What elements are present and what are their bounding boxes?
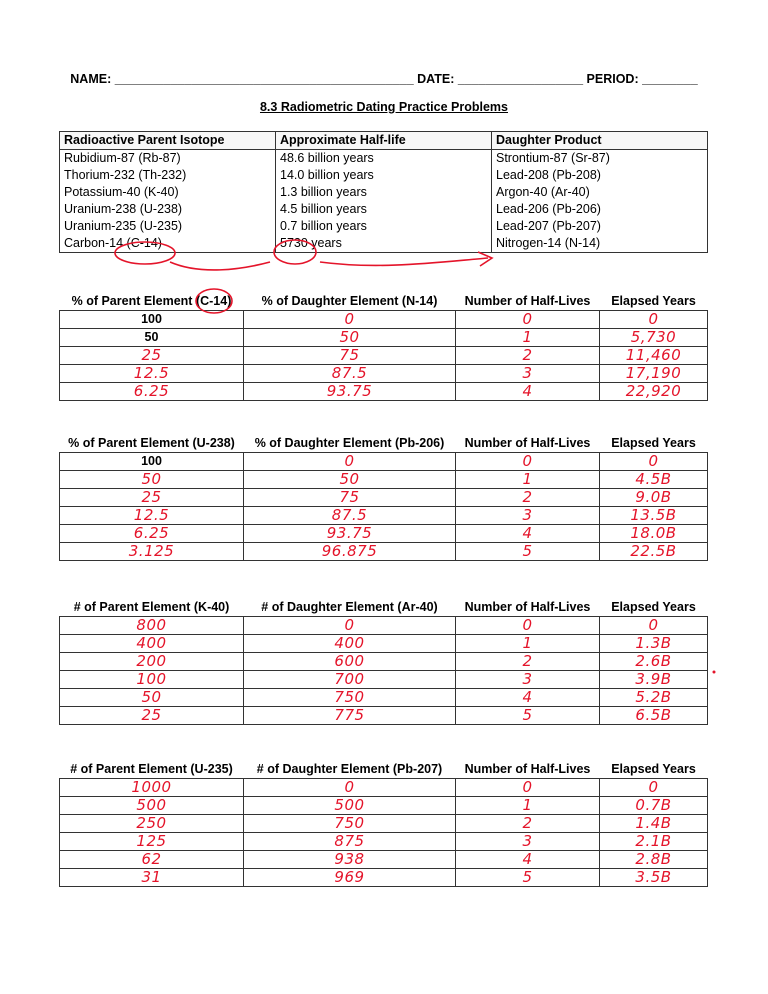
table-row [60, 851, 708, 869]
half-life-column-header: % of Daughter Element (N-14) [261, 294, 438, 308]
handwritten-answer-cell[interactable]: 75 [244, 347, 456, 365]
date-label: DATE: [417, 72, 455, 86]
handwritten-answer-cell[interactable]: 2 [456, 653, 600, 671]
handwritten-answer-cell[interactable]: 5.2B [600, 689, 708, 707]
handwritten-answer-cell[interactable]: 0 [244, 311, 456, 329]
handwritten-answer-cell[interactable]: 800 [60, 617, 244, 635]
handwritten-answer-cell[interactable]: 3.125 [60, 543, 244, 561]
handwritten-answer-cell[interactable]: 0 [456, 311, 600, 329]
half-life-column-header: # of Daughter Element (Pb-207) [256, 762, 443, 776]
handwritten-answer-cell[interactable]: 0 [456, 453, 600, 471]
half-life-column-header: Elapsed Years [611, 436, 696, 450]
handwritten-answer-cell[interactable]: 93.75 [244, 525, 456, 543]
handwritten-answer-cell[interactable]: 750 [244, 689, 456, 707]
handwritten-answer-cell[interactable]: 125 [60, 833, 244, 851]
handwritten-answer-cell[interactable]: 0 [600, 453, 708, 471]
table-row [60, 453, 708, 471]
handwritten-answer-cell[interactable]: 0 [600, 617, 708, 635]
handwritten-answer-cell[interactable]: 11,460 [600, 347, 708, 365]
handwritten-answer-cell[interactable]: 0 [244, 779, 456, 797]
u238-table [59, 435, 708, 561]
handwritten-answer-cell[interactable]: 25 [60, 489, 244, 507]
handwritten-answer-cell[interactable]: 3 [456, 365, 600, 383]
isotope-cell: Carbon-14 (C-14) [60, 235, 276, 253]
handwritten-answer-cell[interactable]: 400 [60, 635, 244, 653]
handwritten-answer-cell[interactable]: 93.75 [244, 383, 456, 401]
handwritten-answer-cell[interactable]: 400 [244, 635, 456, 653]
printed-value-cell: 100 [60, 453, 244, 471]
table-row [60, 815, 708, 833]
handwritten-answer-cell[interactable]: 25 [60, 707, 244, 725]
isotope-cell: 4.5 billion years [276, 201, 492, 218]
isotope-header-row [60, 132, 708, 150]
handwritten-answer-cell[interactable]: 4 [456, 525, 600, 543]
handwritten-answer-cell[interactable]: 100 [60, 671, 244, 689]
table-row [60, 833, 708, 851]
handwritten-answer-cell[interactable]: 3 [456, 507, 600, 525]
table-row [60, 689, 708, 707]
name-label: NAME: [70, 72, 112, 86]
isotope-cell: Strontium-87 (Sr-87) [492, 150, 708, 168]
handwritten-answer-cell[interactable]: 12.5 [60, 507, 244, 525]
isotope-row [60, 184, 708, 201]
handwritten-answer-cell[interactable]: 0 [244, 617, 456, 635]
half-life-column-header: Elapsed Years [611, 762, 696, 776]
table-row [60, 311, 708, 329]
handwritten-answer-cell[interactable]: 200 [60, 653, 244, 671]
handwritten-answer-cell[interactable]: 2.8B [600, 851, 708, 869]
handwritten-answer-cell[interactable]: 3 [456, 833, 600, 851]
student-info-header [0, 72, 768, 86]
isotope-cell: Rubidium-87 (Rb-87) [60, 150, 276, 168]
half-life-column-header: % of Parent Element (U-238) [68, 436, 235, 450]
handwritten-answer-cell[interactable]: 5,730 [600, 329, 708, 347]
handwritten-answer-cell[interactable]: 938 [244, 851, 456, 869]
table-row [60, 489, 708, 507]
half-life-header-row [60, 599, 708, 617]
handwritten-answer-cell[interactable]: 75 [244, 489, 456, 507]
handwritten-answer-cell[interactable]: 875 [244, 833, 456, 851]
handwritten-answer-cell[interactable]: 2 [456, 347, 600, 365]
handwritten-answer-cell[interactable]: 12.5 [60, 365, 244, 383]
handwritten-answer-cell[interactable]: 6.25 [60, 383, 244, 401]
handwritten-answer-cell[interactable]: 1 [456, 797, 600, 815]
handwritten-answer-cell[interactable]: 87.5 [244, 507, 456, 525]
c14-table [59, 293, 708, 401]
table-row [60, 507, 708, 525]
half-life-column-header: Number of Half-Lives [464, 436, 591, 450]
printed-value-cell: 100 [60, 311, 244, 329]
half-life-column-header: # of Parent Element (U-235) [70, 762, 233, 776]
stray-dot-mark [713, 671, 716, 674]
handwritten-answer-cell[interactable]: 1 [456, 329, 600, 347]
name-line[interactable]: ___________________________________________ [114, 72, 414, 86]
handwritten-answer-cell[interactable]: 4 [456, 851, 600, 869]
handwritten-answer-cell[interactable]: 0.7B [600, 797, 708, 815]
handwritten-answer-cell[interactable]: 6.5B [600, 707, 708, 725]
handwritten-answer-cell[interactable]: 600 [244, 653, 456, 671]
handwritten-answer-cell[interactable]: 25 [60, 347, 244, 365]
handwritten-answer-cell[interactable]: 50 [60, 471, 244, 489]
half-life-column-header: # of Parent Element (K-40) [73, 600, 230, 614]
table-row [60, 471, 708, 489]
date-line[interactable]: __________________ [457, 72, 584, 86]
half-life-column-header: % of Daughter Element (Pb-206) [254, 436, 445, 450]
handwritten-answer-cell[interactable]: 2 [456, 489, 600, 507]
handwritten-answer-cell[interactable]: 1000 [60, 779, 244, 797]
handwritten-answer-cell[interactable]: 50 [244, 471, 456, 489]
handwritten-answer-cell[interactable]: 0 [244, 453, 456, 471]
isotope-reference-table [59, 131, 708, 253]
half-life-column-header: Number of Half-Lives [464, 600, 591, 614]
isotope-cell: 48.6 billion years [276, 150, 492, 168]
handwritten-answer-cell[interactable]: 700 [244, 671, 456, 689]
page-title: 8.3 Radiometric Dating Practice Problems [259, 100, 508, 114]
isotope-cell: Nitrogen-14 (N-14) [492, 235, 708, 253]
handwritten-answer-cell[interactable]: 2 [456, 815, 600, 833]
handwritten-answer-cell[interactable]: 4 [456, 383, 600, 401]
table-row [60, 365, 708, 383]
handwritten-answer-cell[interactable]: 5 [456, 707, 600, 725]
isotope-cell: Potassium-40 (K-40) [60, 184, 276, 201]
handwritten-answer-cell[interactable]: 62 [60, 851, 244, 869]
handwritten-answer-cell[interactable]: 0 [600, 779, 708, 797]
table-row [60, 635, 708, 653]
isotope-cell: Lead-206 (Pb-206) [492, 201, 708, 218]
handwritten-answer-cell[interactable]: 3.5B [600, 869, 708, 887]
handwritten-answer-cell[interactable]: 1.3B [600, 635, 708, 653]
handwritten-answer-cell[interactable]: 1.4B [600, 815, 708, 833]
handwritten-answer-cell[interactable]: 775 [244, 707, 456, 725]
table-row [60, 797, 708, 815]
handwritten-answer-cell[interactable]: 969 [244, 869, 456, 887]
handwritten-answer-cell[interactable]: 3.9B [600, 671, 708, 689]
handwritten-answer-cell[interactable]: 2.1B [600, 833, 708, 851]
handwritten-answer-cell[interactable]: 50 [244, 329, 456, 347]
handwritten-answer-cell[interactable]: 22,920 [600, 383, 708, 401]
isotope-cell: Lead-207 (Pb-207) [492, 218, 708, 235]
half-life-column-header: Elapsed Years [611, 294, 696, 308]
isotope-column-header: Daughter Product [492, 132, 708, 150]
half-life-column-header: Number of Half-Lives [464, 762, 591, 776]
isotope-cell: Thorium-232 (Th-232) [60, 167, 276, 184]
printed-value-cell: 50 [60, 329, 244, 347]
handwritten-answer-cell[interactable]: 96.875 [244, 543, 456, 561]
k40-table [59, 599, 708, 725]
table-row [60, 779, 708, 797]
handwritten-answer-cell[interactable]: 50 [60, 689, 244, 707]
table-row [60, 707, 708, 725]
isotope-column-header: Radioactive Parent Isotope [60, 132, 276, 150]
handwritten-answer-cell[interactable]: 4.5B [600, 471, 708, 489]
handwritten-answer-cell[interactable]: 13.5B [600, 507, 708, 525]
handwritten-answer-cell[interactable]: 750 [244, 815, 456, 833]
half-life-column-header: % of Parent Element (C-14) [71, 294, 232, 308]
isotope-row [60, 167, 708, 184]
isotope-cell: Uranium-235 (U-235) [60, 218, 276, 235]
isotope-cell: 0.7 billion years [276, 218, 492, 235]
table-row [60, 525, 708, 543]
handwritten-answer-cell[interactable]: 500 [60, 797, 244, 815]
table-row [60, 347, 708, 365]
table-row [60, 671, 708, 689]
isotope-row [60, 235, 708, 253]
handwritten-answer-cell[interactable]: 5 [456, 543, 600, 561]
handwritten-answer-cell[interactable]: 6.25 [60, 525, 244, 543]
handwritten-answer-cell[interactable]: 0 [456, 617, 600, 635]
handwritten-answer-cell[interactable]: 500 [244, 797, 456, 815]
handwritten-answer-cell[interactable]: 22.5B [600, 543, 708, 561]
isotope-column-header: Approximate Half-life [276, 132, 492, 150]
table-row [60, 869, 708, 887]
period-label: PERIOD: [586, 72, 639, 86]
handwritten-answer-cell[interactable]: 5 [456, 869, 600, 887]
handwritten-answer-cell[interactable]: 1 [456, 635, 600, 653]
isotope-row [60, 150, 708, 168]
handwritten-answer-cell[interactable]: 0 [600, 311, 708, 329]
isotope-cell: 1.3 billion years [276, 184, 492, 201]
half-life-column-header: Number of Half-Lives [464, 294, 591, 308]
isotope-cell: 5730 years [276, 235, 492, 253]
half-life-column-header: # of Daughter Element (Ar-40) [261, 600, 438, 614]
arrow-line-mark [170, 258, 488, 270]
handwritten-answer-cell[interactable]: 31 [60, 869, 244, 887]
handwritten-answer-cell[interactable]: 1 [456, 471, 600, 489]
handwritten-answer-cell[interactable]: 18.0B [600, 525, 708, 543]
isotope-row [60, 201, 708, 218]
half-life-header-row [60, 435, 708, 453]
handwritten-answer-cell[interactable]: 3 [456, 671, 600, 689]
table-row [60, 543, 708, 561]
handwritten-answer-cell[interactable]: 2.6B [600, 653, 708, 671]
isotope-cell: Uranium-238 (U-238) [60, 201, 276, 218]
handwritten-answer-cell[interactable]: 9.0B [600, 489, 708, 507]
handwritten-answer-cell[interactable]: 250 [60, 815, 244, 833]
isotope-cell: 14.0 billion years [276, 167, 492, 184]
table-row [60, 383, 708, 401]
table-row [60, 329, 708, 347]
half-life-column-header: Elapsed Years [611, 600, 696, 614]
isotope-cell: Argon-40 (Ar-40) [492, 184, 708, 201]
handwritten-answer-cell[interactable]: 17,190 [600, 365, 708, 383]
period-line[interactable]: ________ [642, 72, 698, 86]
half-life-header-row [60, 293, 708, 311]
table-row [60, 617, 708, 635]
arrow-head-mark [478, 252, 492, 266]
isotope-row [60, 218, 708, 235]
isotope-cell: Lead-208 (Pb-208) [492, 167, 708, 184]
handwritten-answer-cell[interactable]: 4 [456, 689, 600, 707]
half-life-header-row [60, 761, 708, 779]
u235-table [59, 761, 708, 887]
table-row [60, 653, 708, 671]
handwritten-answer-cell[interactable]: 87.5 [244, 365, 456, 383]
handwritten-answer-cell[interactable]: 0 [456, 779, 600, 797]
